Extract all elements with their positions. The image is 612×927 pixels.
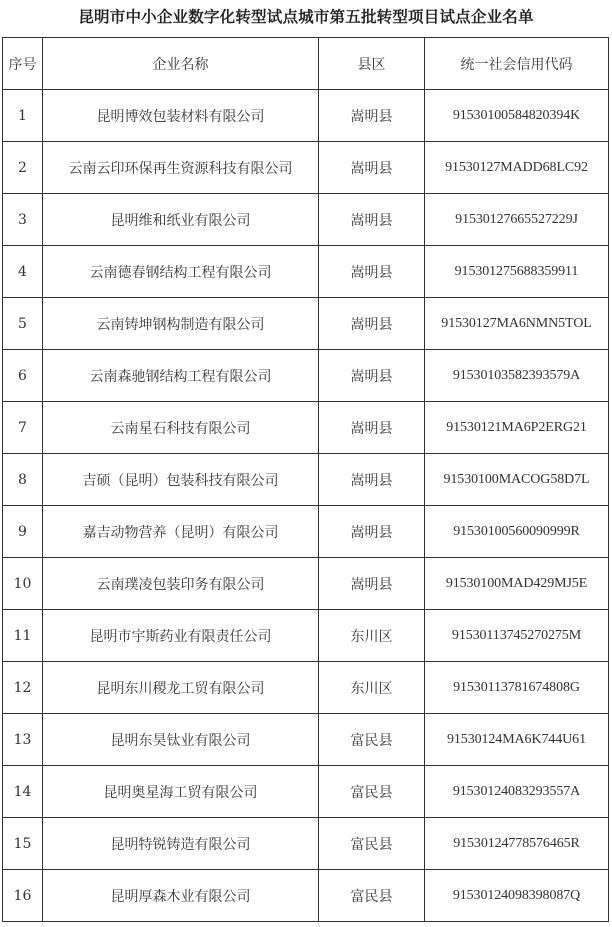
table-row: [3, 298, 609, 350]
table-row: [3, 246, 609, 298]
credit-code-cell: 91530103582393579A: [425, 350, 609, 402]
credit-code-cell: 91530100MAD429MJ5E: [425, 558, 609, 610]
enterprise-table: [2, 37, 609, 922]
header-company-name: 企业名称: [43, 38, 319, 90]
credit-code-cell: 915301275688359911: [425, 246, 609, 298]
credit-code-cell: 91530100584820394K: [425, 90, 609, 142]
serial-number-cell: 10: [3, 558, 43, 610]
county-cell: 富民县: [319, 766, 425, 818]
county-cell: 嵩明县: [319, 454, 425, 506]
company-name-cell: 云南星石科技有限公司: [43, 402, 319, 454]
serial-number-cell: 16: [3, 870, 43, 922]
table-row: [3, 714, 609, 766]
county-cell: 嵩明县: [319, 350, 425, 402]
serial-number-cell: 14: [3, 766, 43, 818]
serial-number-cell: 6: [3, 350, 43, 402]
credit-code-cell: 91530113781674808G: [425, 662, 609, 714]
table-row: [3, 90, 609, 142]
company-name-cell: 昆明特锐铸造有限公司: [43, 818, 319, 870]
county-cell: 东川区: [319, 610, 425, 662]
serial-number-cell: 11: [3, 610, 43, 662]
table-row: [3, 194, 609, 246]
county-cell: 嵩明县: [319, 246, 425, 298]
credit-code-cell: 91530121MA6P2ERG21: [425, 402, 609, 454]
serial-number-cell: 9: [3, 506, 43, 558]
serial-number-cell: 1: [3, 90, 43, 142]
company-name-cell: 昆明东昊钛业有限公司: [43, 714, 319, 766]
company-name-cell: 昆明东川稷龙工贸有限公司: [43, 662, 319, 714]
county-cell: 嵩明县: [319, 558, 425, 610]
company-name-cell: 昆明厚森木业有限公司: [43, 870, 319, 922]
county-cell: 嵩明县: [319, 402, 425, 454]
table-row: [3, 818, 609, 870]
company-name-cell: 云南森驰钢结构工程有限公司: [43, 350, 319, 402]
serial-number-cell: 12: [3, 662, 43, 714]
header-serial-number: 序号: [3, 38, 43, 90]
credit-code-cell: 91530127MADD68LC92: [425, 142, 609, 194]
credit-code-cell: 91530124083293557A: [425, 766, 609, 818]
credit-code-cell: 91530124778576465R: [425, 818, 609, 870]
county-cell: 嵩明县: [319, 90, 425, 142]
page-title: 昆明市中小企业数字化转型试点城市第五批转型项目试点企业名单: [78, 7, 534, 26]
county-cell: 东川区: [319, 662, 425, 714]
company-name-cell: 昆明市宇斯药业有限责任公司: [43, 610, 319, 662]
table-header-row: [3, 38, 609, 90]
credit-code-cell: 91530127MA6NMN5TOL: [425, 298, 609, 350]
serial-number-cell: 13: [3, 714, 43, 766]
county-cell: 富民县: [319, 870, 425, 922]
company-name-cell: 嘉吉动物营养（昆明）有限公司: [43, 506, 319, 558]
credit-code-cell: 91530124MA6K744U61: [425, 714, 609, 766]
header-credit-code: 统一社会信用代码: [425, 38, 609, 90]
serial-number-cell: 2: [3, 142, 43, 194]
company-name-cell: 昆明奥星海工贸有限公司: [43, 766, 319, 818]
company-name-cell: 吉硕（昆明）包装科技有限公司: [43, 454, 319, 506]
table-row: [3, 766, 609, 818]
county-cell: 富民县: [319, 818, 425, 870]
serial-number-cell: 15: [3, 818, 43, 870]
serial-number-cell: 5: [3, 298, 43, 350]
credit-code-cell: 91530100560090999R: [425, 506, 609, 558]
county-cell: 嵩明县: [319, 298, 425, 350]
table-row: [3, 870, 609, 922]
company-name-cell: 昆明维和纸业有限公司: [43, 194, 319, 246]
table-row: [3, 506, 609, 558]
company-name-cell: 昆明博效包装材料有限公司: [43, 90, 319, 142]
table-row: [3, 558, 609, 610]
table-row: [3, 610, 609, 662]
credit-code-cell: 91530124098398087Q: [425, 870, 609, 922]
county-cell: 富民县: [319, 714, 425, 766]
company-name-cell: 云南铸坤钢构制造有限公司: [43, 298, 319, 350]
credit-code-cell: 91530100MACOG58D7L: [425, 454, 609, 506]
credit-code-cell: 91530127665527229J: [425, 194, 609, 246]
company-name-cell: 云南德春钢结构工程有限公司: [43, 246, 319, 298]
credit-code-cell: 91530113745270275M: [425, 610, 609, 662]
county-cell: 嵩明县: [319, 194, 425, 246]
table-row: [3, 142, 609, 194]
table-row: [3, 350, 609, 402]
serial-number-cell: 3: [3, 194, 43, 246]
serial-number-cell: 4: [3, 246, 43, 298]
company-name-cell: 云南璞凌包装印务有限公司: [43, 558, 319, 610]
county-cell: 嵩明县: [319, 506, 425, 558]
table-row: [3, 454, 609, 506]
county-cell: 嵩明县: [319, 142, 425, 194]
serial-number-cell: 8: [3, 454, 43, 506]
table-row: [3, 402, 609, 454]
header-county: 县区: [319, 38, 425, 90]
serial-number-cell: 7: [3, 402, 43, 454]
table-row: [3, 662, 609, 714]
company-name-cell: 云南云印环保再生资源科技有限公司: [43, 142, 319, 194]
